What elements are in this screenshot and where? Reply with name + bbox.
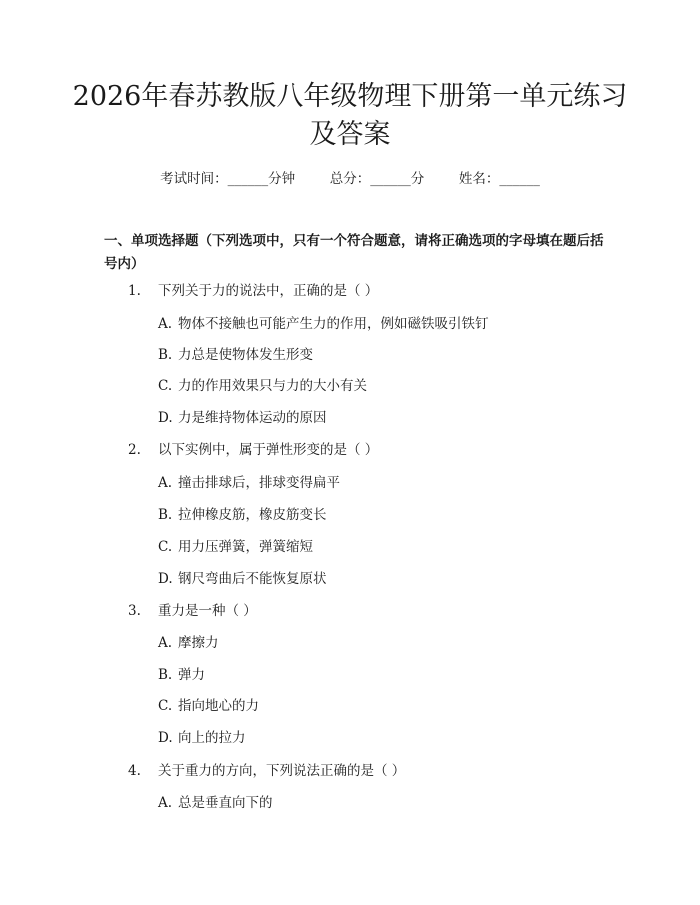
total-score-label: 总分： — [329, 171, 371, 187]
option-text: 向上的拉力 — [178, 730, 246, 746]
student-name-label: 姓名： — [458, 171, 500, 187]
exam-time-unit: 分钟 — [268, 171, 296, 187]
option-letter: A. — [158, 475, 173, 491]
option-letter: D. — [158, 410, 173, 426]
option-letter: C. — [158, 378, 173, 394]
question-3-option-b — [158, 666, 205, 684]
question-4-option-a — [158, 794, 273, 812]
question-2-option-c — [158, 538, 313, 556]
exam-info-line — [0, 170, 700, 188]
option-text: 弹力 — [178, 667, 205, 683]
option-letter: B. — [158, 667, 173, 683]
option-letter: A. — [158, 316, 173, 332]
question-1-option-c — [158, 377, 367, 395]
option-letter: C. — [158, 698, 173, 714]
option-text: 钢尺弯曲后不能恢复原状 — [178, 571, 327, 587]
option-text: 用力压弹簧，弹簧缩短 — [178, 539, 313, 555]
question-3-option-c — [158, 697, 259, 715]
section-heading: 一、单项选择题（下列选项中，只有一个符合题意，请将正确选项的字母填在题后括号内） — [104, 233, 604, 272]
option-letter: A. — [158, 635, 173, 651]
question-3-option-d — [158, 729, 246, 747]
option-text: 指向地心的力 — [178, 698, 259, 714]
question-1-option-b — [158, 346, 313, 364]
question-number: 1. — [128, 283, 141, 299]
question-1 — [128, 282, 378, 300]
option-letter: A. — [158, 795, 173, 811]
document-title: 2026年春苏教版八年级物理下册第一单元练习及答案 — [72, 81, 628, 150]
question-text: 关于重力的方向，下列说法正确的是（ ） — [158, 763, 406, 779]
question-number: 3. — [128, 603, 141, 619]
option-text: 总是垂直向下的 — [178, 795, 273, 811]
question-3 — [128, 602, 257, 620]
total-score-blank: ______ — [370, 171, 411, 187]
question-text: 下列关于力的说法中，正确的是（ ） — [158, 283, 379, 299]
exam-time-blank: ______ — [227, 171, 269, 187]
question-text: 重力是一种（ ） — [158, 603, 257, 619]
question-text: 以下实例中，属于弹性形变的是（ ） — [158, 442, 379, 458]
question-number: 2. — [128, 442, 141, 458]
option-text: 撞击排球后，排球变得扁平 — [178, 475, 340, 491]
exam-time-label: 考试时间： — [160, 171, 228, 187]
option-text: 力总是使物体发生形变 — [178, 347, 313, 363]
option-letter: D. — [158, 730, 173, 746]
question-3-option-a — [158, 634, 219, 652]
option-letter: D. — [158, 571, 173, 587]
option-letter: B. — [158, 507, 173, 523]
question-2-option-b — [158, 506, 327, 524]
question-2-option-d — [158, 570, 327, 588]
question-1-option-d — [158, 409, 327, 427]
option-text: 力的作用效果只与力的大小有关 — [178, 378, 367, 394]
student-name-blank: ______ — [499, 171, 540, 187]
question-number: 4. — [128, 763, 141, 779]
option-text: 摩擦力 — [178, 635, 219, 651]
question-2-option-a — [158, 474, 340, 492]
option-text: 物体不接触也可能产生力的作用，例如磁铁吸引铁钉 — [178, 316, 489, 332]
option-letter: C. — [158, 539, 173, 555]
total-score-unit: 分 — [410, 171, 425, 187]
question-2 — [128, 441, 378, 459]
option-letter: B. — [158, 347, 173, 363]
option-text: 拉伸橡皮筋，橡皮筋变长 — [178, 507, 327, 523]
question-4 — [128, 762, 405, 780]
question-1-option-a — [158, 315, 489, 333]
option-text: 力是维持物体运动的原因 — [178, 410, 327, 426]
